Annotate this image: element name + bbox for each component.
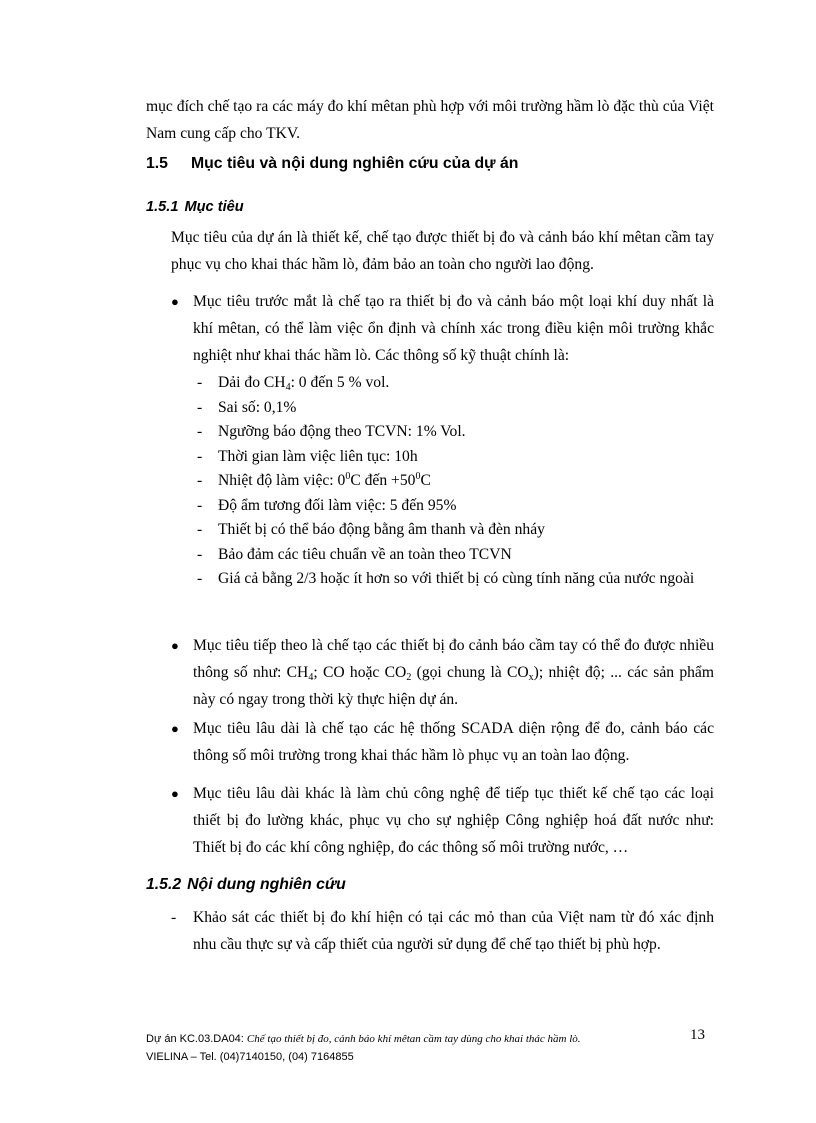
footer-project-line: [146, 1030, 714, 1048]
subsection-title: Nội dung nghiên cứu: [187, 876, 346, 893]
footer-contact: VIELINA – Tel. (04)7140150, (04) 7164855: [146, 1051, 354, 1063]
footer-project-label: Dự án KC.03.DA04:: [146, 1033, 247, 1045]
spec-item: - Bảo đảm các tiêu chuẩn về an toàn theo TCVN: [193, 543, 714, 568]
bullet-icon: ●: [171, 294, 179, 309]
intro-paragraph: mục đích chế tạo ra các máy đo khí mêtan phù hợp với môi trường hầm lò đặc thù của Việt Nam cung cấp cho TKV.: [146, 98, 714, 142]
bullet-item: [171, 715, 714, 769]
content-item: [171, 904, 714, 958]
goals-paragraph: Mục tiêu của dự án là thiết kế, chế tạo được thiết bị đo và cảnh báo khí mêtan cầm tay phục vụ cho khai thác hầm lò, đảm bảo an toàn cho người lao động.: [171, 229, 714, 273]
spec-item: - Thiết bị có thể báo động bằng âm thanh và đèn nháy: [193, 518, 714, 543]
dash-icon: -: [197, 521, 203, 538]
section-heading: [146, 155, 518, 173]
subsection-heading-content: [146, 876, 346, 894]
bullet-icon: ●: [171, 721, 179, 736]
dash-icon: -: [197, 398, 203, 416]
subsection-title: Mục tiêu: [184, 199, 244, 215]
subsection-number: 1.5.2: [146, 876, 182, 893]
dash-icon: -: [197, 570, 203, 587]
bullet-text: Mục tiêu tiếp theo là chế tạo các thiết bị đo cảnh báo cầm tay có thể đo được nhiều thông số như: $CH_4$; CO hoặc $CO_2$ (gọi chung là $CO_x$); nhiệt độ; ... các sản phẩm này có ngay trong thời kỳ thực hiện dự án.: [193, 637, 714, 708]
dash-icon: -: [197, 447, 203, 465]
content-item-text: Khảo sát các thiết bị đo khí hiện có tại các mỏ than của Việt nam từ đó xác định nhu cầu thực sự và cấp thiết của người sử dụng để chế tạo thiết bị phù hợp.: [193, 909, 714, 953]
subsection-number: 1.5.1: [146, 199, 179, 215]
spec-item: - Độ ẩm tương đối làm việc: 5 đến 95%: [193, 494, 714, 519]
dash-icon: -: [197, 545, 203, 563]
dash-icon: -: [197, 374, 203, 391]
bullet-item: [171, 288, 714, 369]
bullet-item: [171, 780, 714, 861]
dash-icon: -: [197, 496, 203, 514]
subsection-heading-goals: [146, 199, 244, 215]
bullet-text: Mục tiêu trước mắt là chế tạo ra thiết bị đo và cảnh báo một loại khí duy nhất là khí mêtan, có thể làm việc ổn định và chính xác trong điều kiện môi trường khắc nghiệt như khai thác hầm lò. Các thông số kỹ thuật chính là:: [193, 293, 714, 364]
bullet-icon: ●: [171, 786, 179, 801]
footer-project-title: Chế tạo thiết bị đo, cảnh báo khí mêtan cầm tay dùng cho khai thác hầm lò.: [246, 1033, 581, 1045]
bullet-text: Mục tiêu lâu dài khác là làm chủ công nghệ để tiếp tục thiết kế chế tạo các loại thiết bị đo lường khác, phục vụ cho sự nghiệp Công nghiệp hoá đất nước như: Thiết bị đo các khí công nghiệp, đo các thông số môi trường nước, …: [193, 785, 714, 856]
dash-icon: -: [171, 909, 177, 926]
spec-item: - Giá cả bằng 2/3 hoặc ít hơn so với thiết bị có cùng tính năng của nước ngoài: [193, 567, 714, 591]
spec-item: - Ngưỡng báo động theo TCVN: 1% Vol.: [193, 420, 714, 445]
page-footer: [146, 1030, 714, 1066]
spec-item: - Thời gian làm việc liên tục: 10h: [193, 445, 714, 470]
spec-item: - Dải đo $CH_4$: 0 đến 5 % vol.: [193, 371, 714, 396]
spec-list: [193, 371, 714, 591]
section-title: Mục tiêu và nội dung nghiên cứu của dự án: [191, 155, 519, 172]
dash-icon: -: [197, 472, 203, 489]
spec-item: - Sai số: 0,1%: [193, 396, 714, 421]
bullet-icon: ●: [171, 638, 179, 653]
spec-item: - Nhiệt độ làm việc: $0^0C$ đến $+50^0C$: [193, 469, 714, 494]
bullet-item: [171, 632, 714, 713]
bullet-text: Mục tiêu lâu dài là chế tạo các hệ thống SCADA diện rộng để đo, cảnh báo các thông số môi trường trong khai thác hầm lò phục vụ an toàn lao động.: [193, 720, 714, 764]
dash-icon: -: [197, 423, 203, 440]
section-number: 1.5: [146, 155, 168, 172]
page-number: 13: [690, 1027, 705, 1043]
